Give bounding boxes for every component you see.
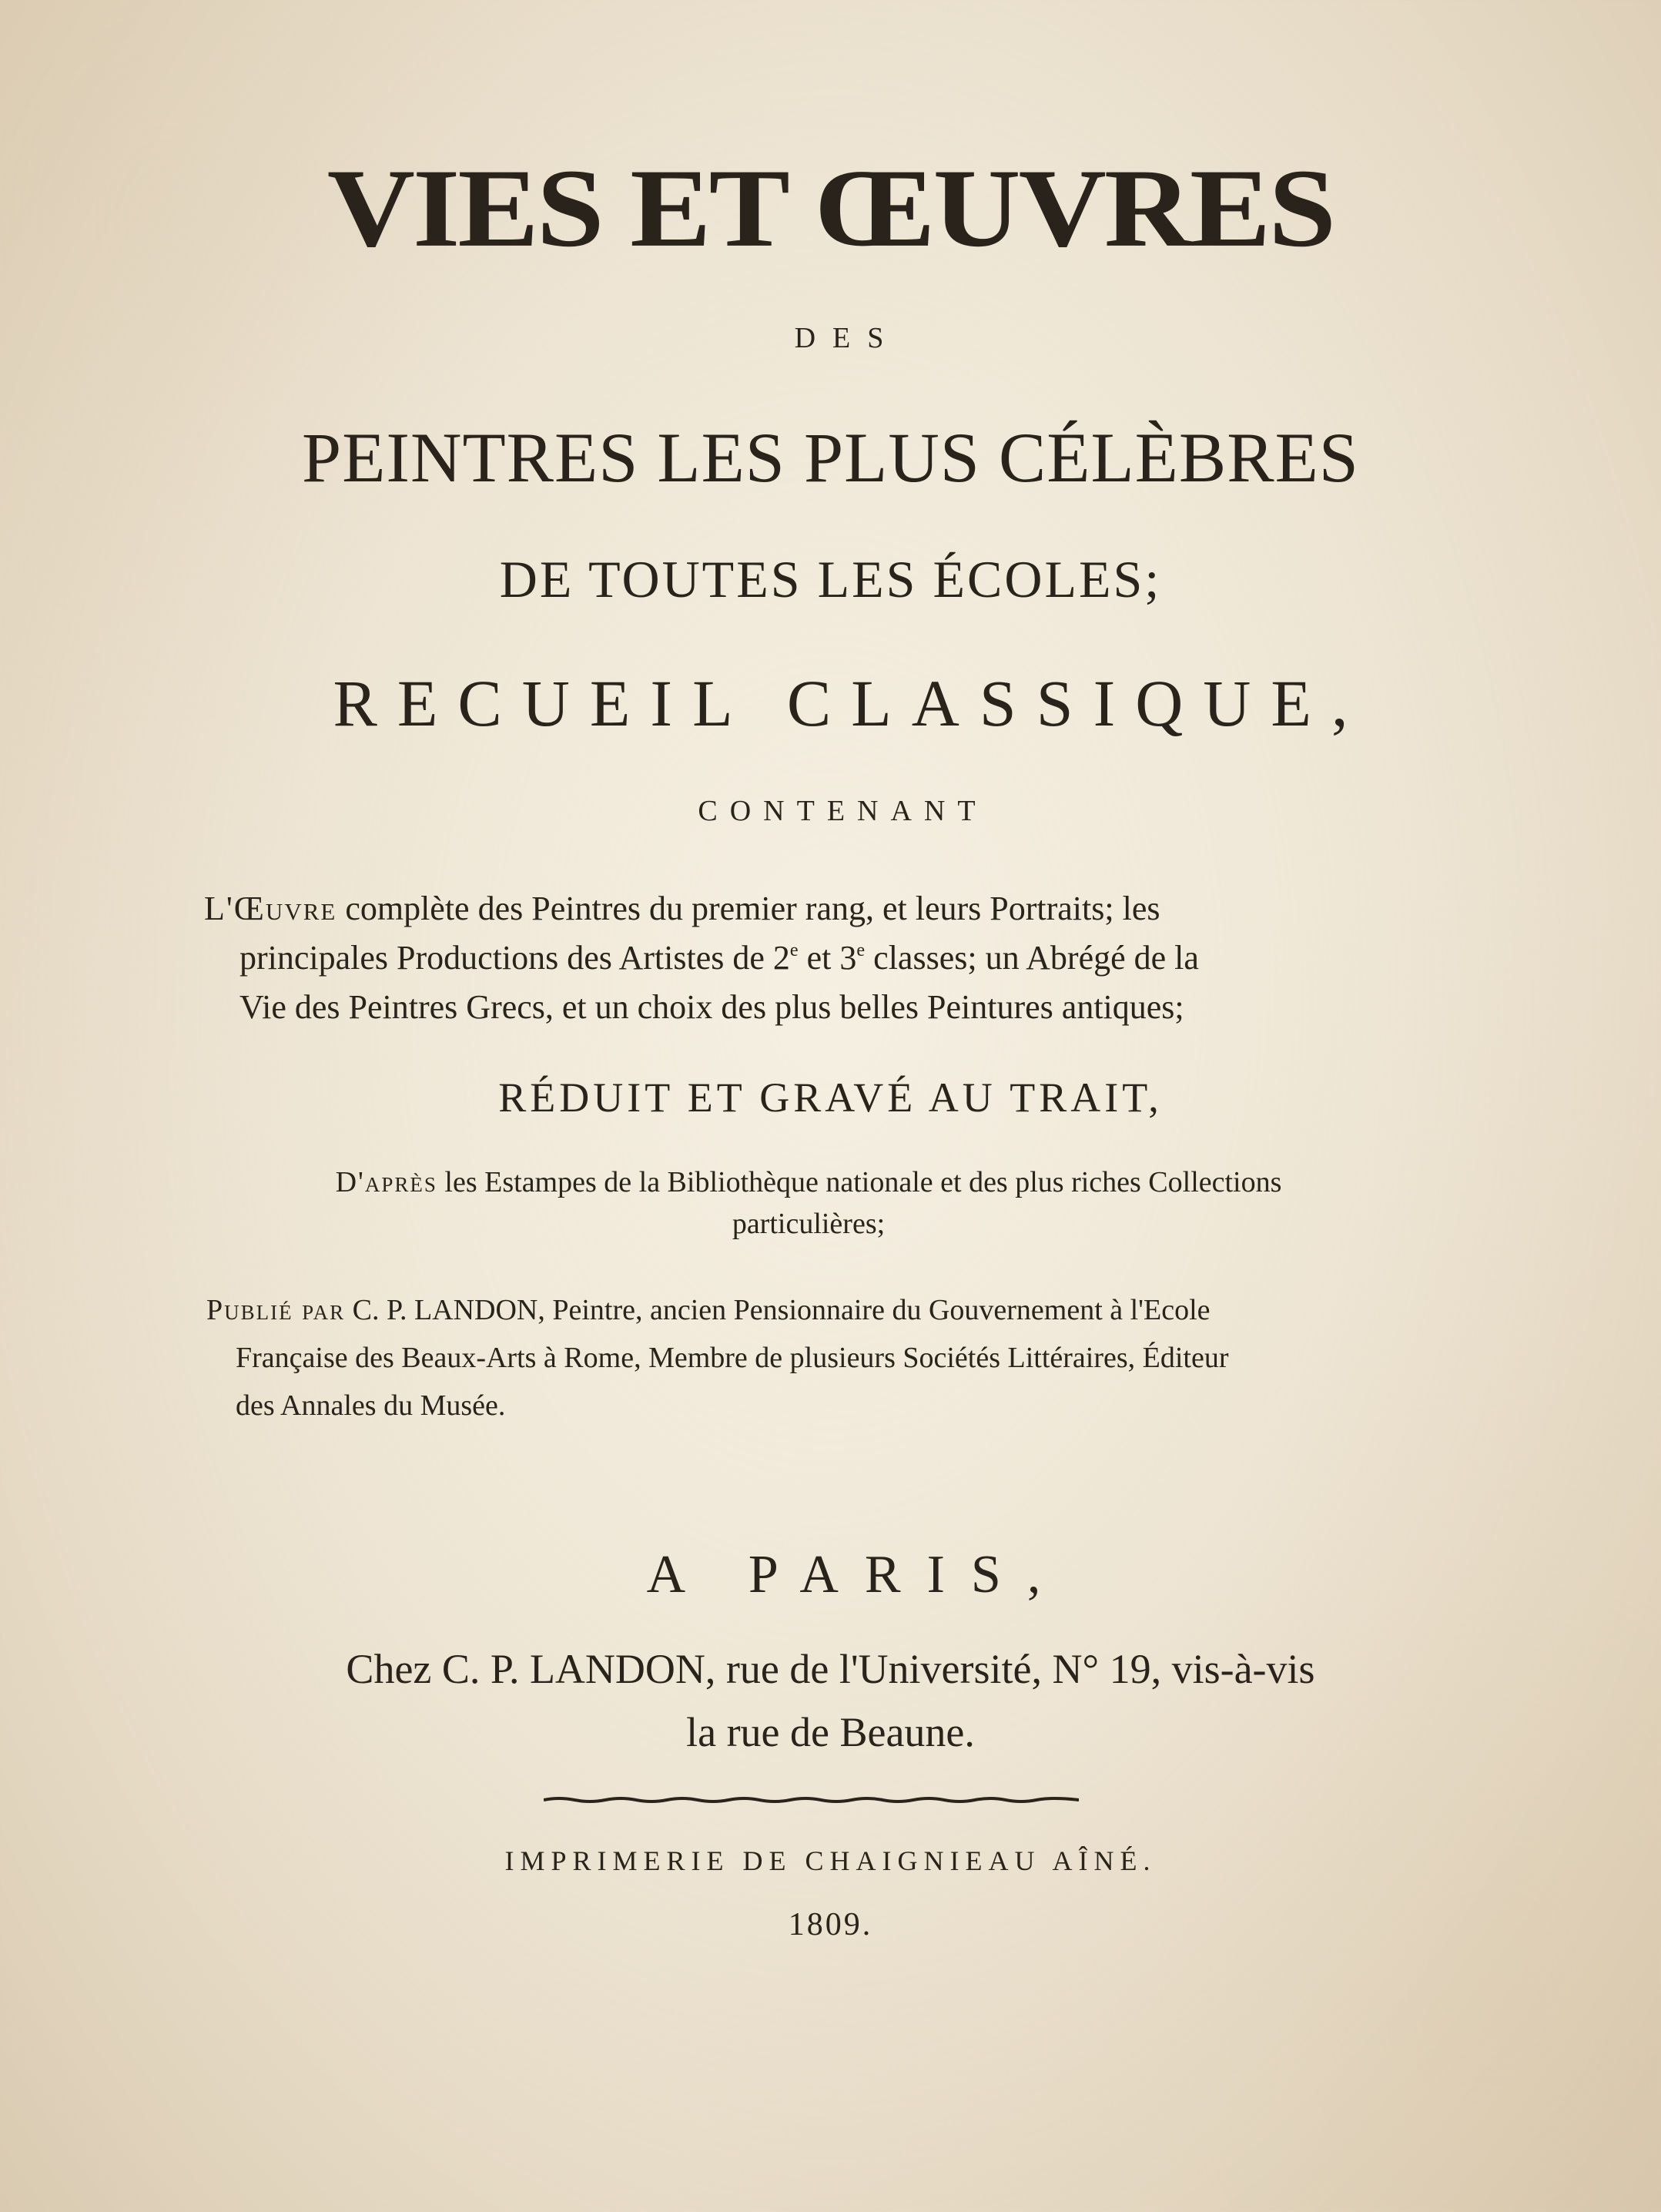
publisher-address-line: Chez C. P. LANDON, rue de l'Université, N° 19, vis-à-vis [346, 1646, 1315, 1692]
dapres-line-1 [231, 1161, 1386, 1203]
des-line: DES [794, 322, 901, 354]
dapres-lead-word: D'après [335, 1166, 437, 1198]
publie-lead-word: Publié par [206, 1294, 346, 1326]
dapres-paragraph [231, 1161, 1386, 1245]
publisher-address-line-2: la rue de Beaune. [686, 1709, 975, 1755]
dapres-line-2: particulières; [732, 1208, 886, 1240]
oeuvre-line-2 [204, 933, 1401, 983]
publication-year: 1809. [788, 1907, 873, 1942]
ordinal-sup-2: e [856, 940, 866, 961]
oeuvre-line-3: Vie des Peintres Grecs, et un choix des plus belles Peintures antiques; [239, 988, 1184, 1026]
oeuvre-line-2-a: principales Productions des Artistes de 2 [239, 939, 790, 977]
publie-paragraph [206, 1286, 1415, 1429]
dapres-line-1-rest: les Estampes de la Bibliothèque nationale et des plus riches Collections [444, 1166, 1282, 1198]
oeuvre-lead-word: L'Œuvre [204, 890, 337, 927]
oeuvre-paragraph [204, 884, 1401, 1032]
contenant-line: CONTENANT [698, 795, 988, 827]
subtitle-peintres: PEINTRES LES PLUS CÉLÈBRES [302, 418, 1359, 497]
recueil-heading: RECUEIL CLASSIQUE, [333, 666, 1368, 740]
oeuvre-line-2-b: et 3 [798, 939, 857, 977]
oeuvre-line-1-rest: complète des Peintres du premier rang, et leurs Portraits; les [345, 890, 1160, 927]
reduit-heading: RÉDUIT ET GRAVÉ AU TRAIT, [498, 1074, 1163, 1121]
oeuvre-line-1 [204, 884, 1401, 933]
publie-line-1 [206, 1286, 1415, 1334]
subtitle-ecoles: DE TOUTES LES ÉCOLES; [499, 550, 1162, 608]
oeuvre-line-2-c: classes; un Abrégé de la [865, 939, 1199, 977]
ordinal-sup-1: e [789, 940, 799, 961]
printer-line: IMPRIMERIE DE CHAIGNIEAU AÎNÉ. [504, 1845, 1157, 1876]
paris-line: A PARIS, [646, 1545, 1067, 1604]
publie-line-2: Française des Beaux-Arts à Rome, Membre de plusieurs Sociétés Littéraires, Éditeur [236, 1342, 1229, 1374]
main-title: VIES ET ŒUVRES [327, 146, 1334, 271]
publie-line-1-rest: C. P. LANDON, Peintre, ancien Pensionnaire du Gouvernement à l'Ecole [352, 1294, 1211, 1326]
decorative-rule [544, 1795, 1079, 1805]
publie-line-3: des Annales du Musée. [236, 1389, 506, 1422]
